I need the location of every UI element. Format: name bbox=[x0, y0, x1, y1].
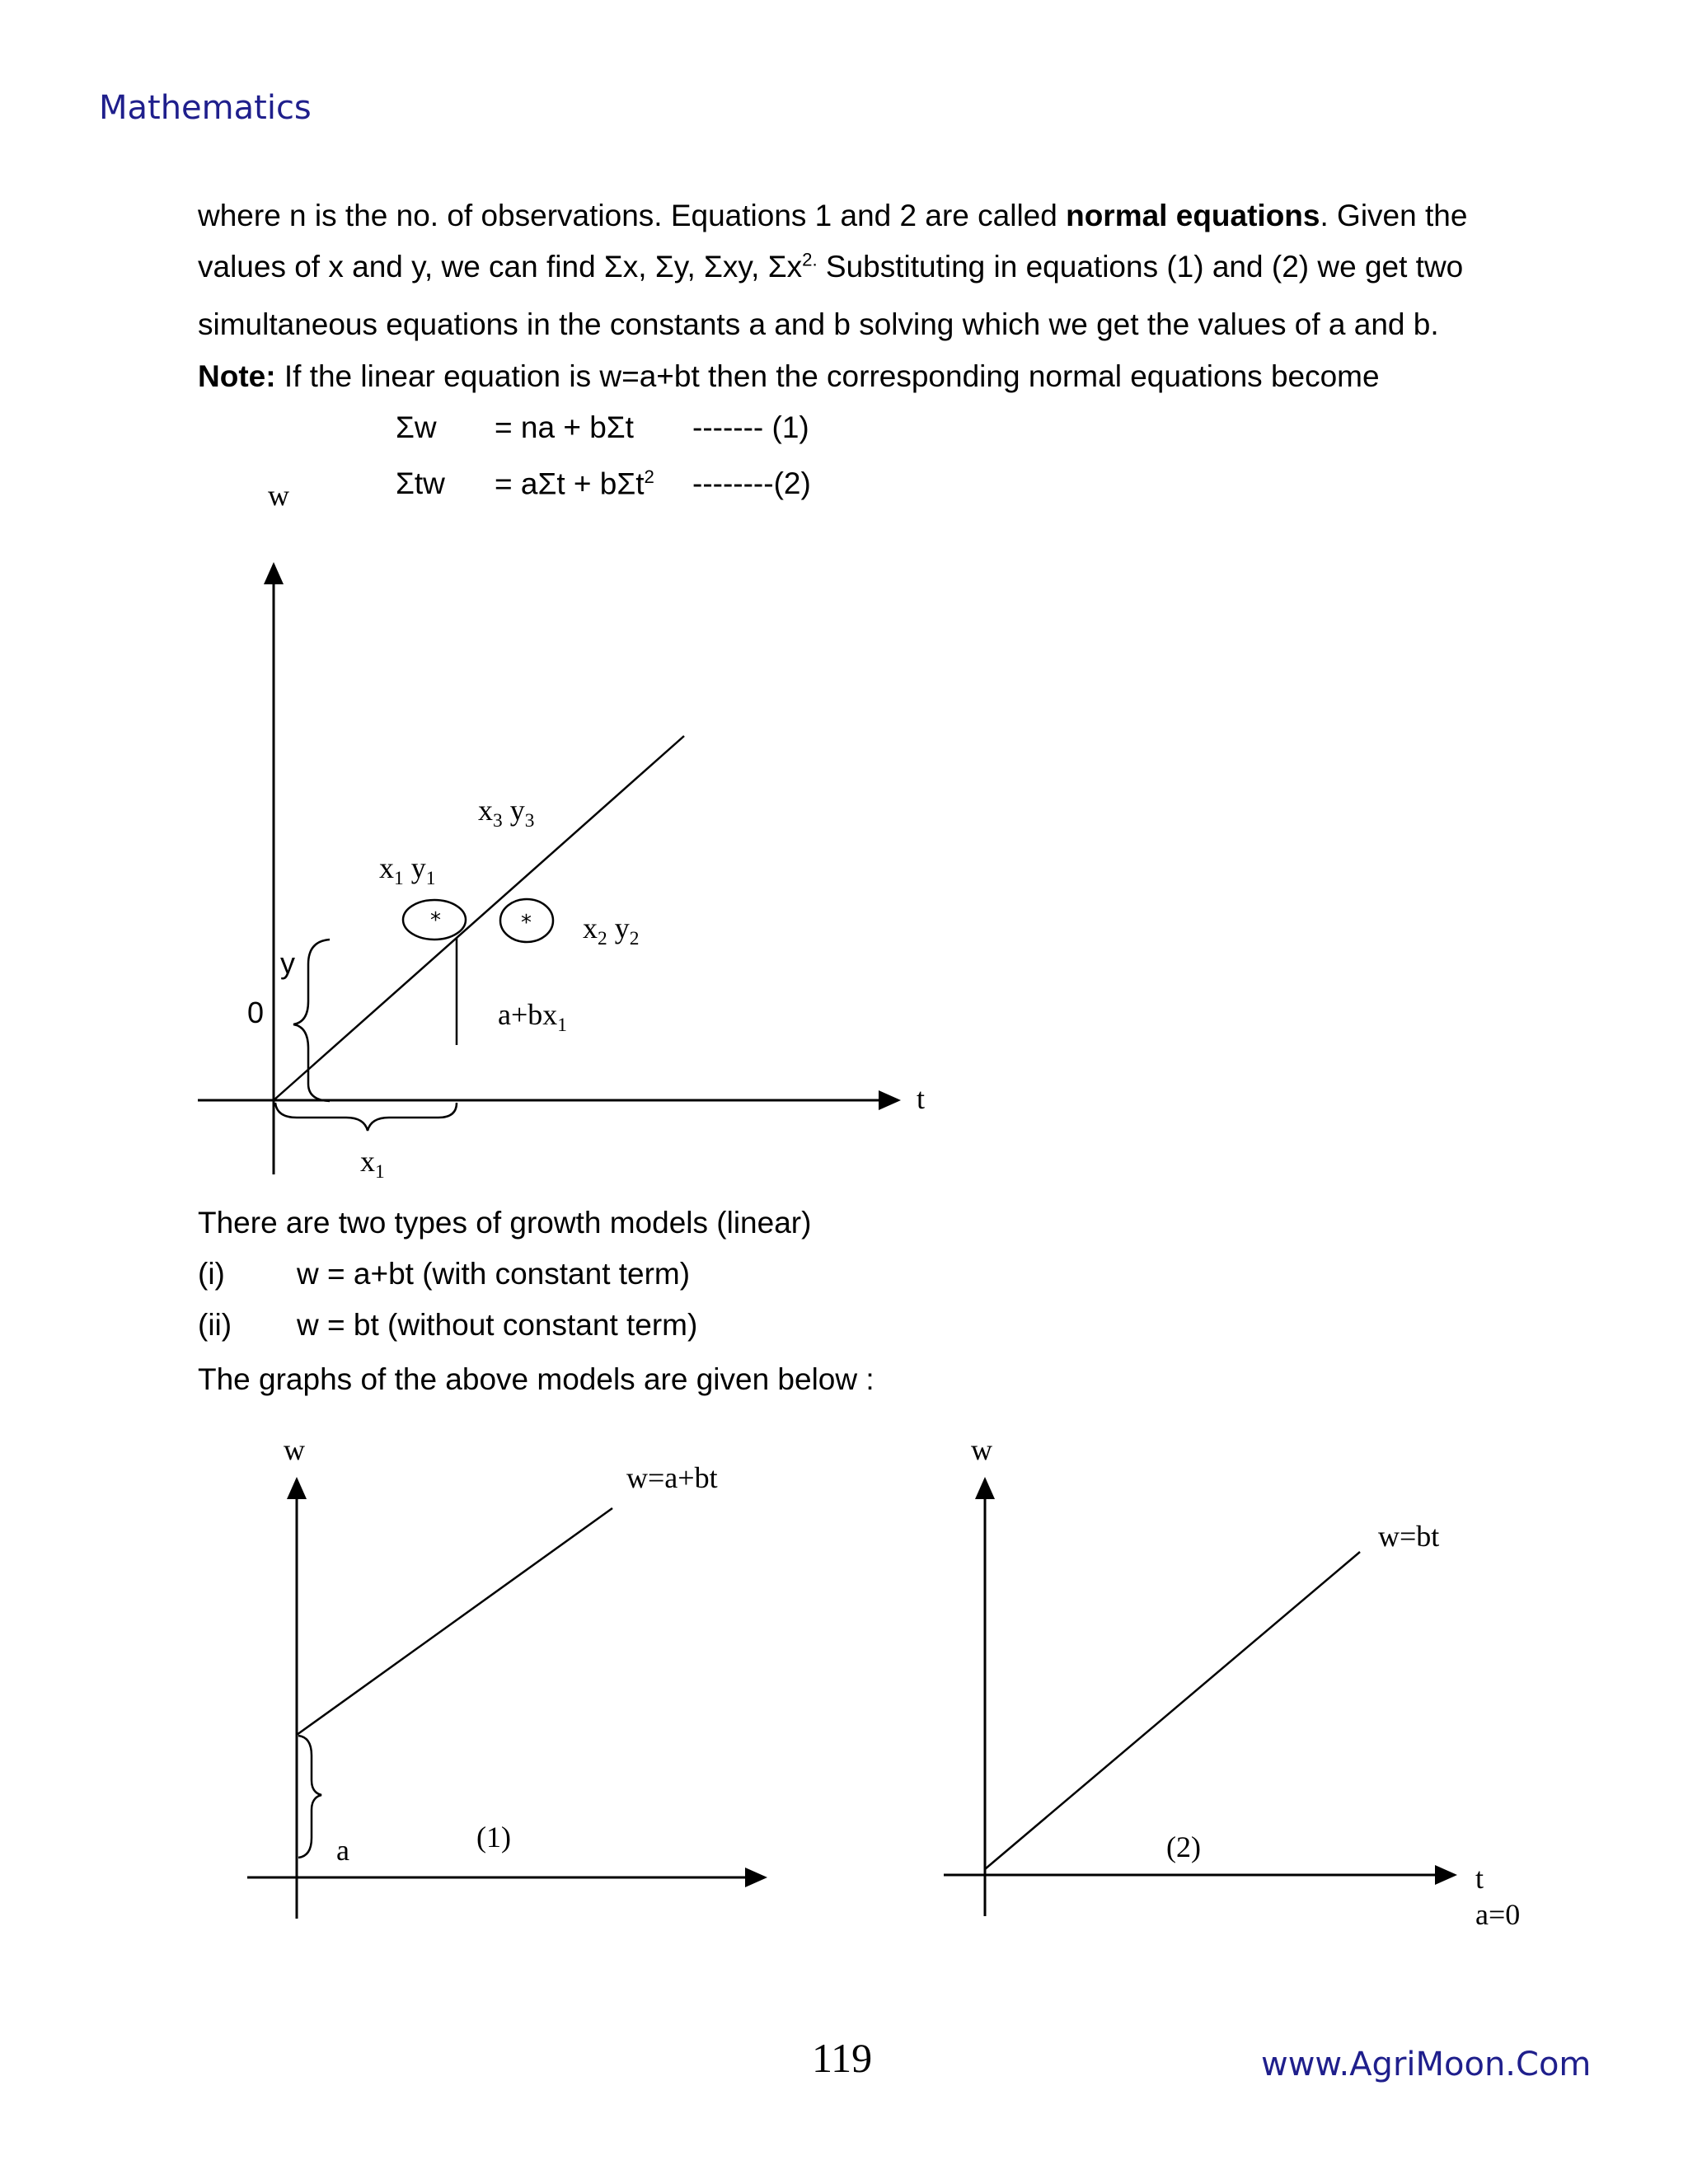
equation-2-rhs-text: = aΣt + bΣt bbox=[495, 466, 645, 501]
graph1-intercept-label: a bbox=[336, 1834, 349, 1867]
equation-1-ref: ------- (1) bbox=[692, 410, 809, 444]
p3-x: x bbox=[478, 794, 493, 827]
fig1-point-1-label bbox=[379, 851, 435, 890]
fitted-text: a+bx bbox=[498, 998, 558, 1031]
model-1-number: (i) bbox=[198, 1257, 225, 1291]
equation-2-superscript: 2 bbox=[644, 466, 654, 487]
graph2-y-label: w bbox=[971, 1433, 992, 1466]
p3-y: y bbox=[502, 794, 525, 827]
equation-1-rhs: = na + bΣt bbox=[495, 410, 634, 444]
p3-xs: 3 bbox=[493, 810, 503, 832]
fig1-x-brace-sub: 1 bbox=[375, 1161, 385, 1183]
graph1-caption: (1) bbox=[476, 1821, 511, 1854]
model-2-text: w = bt (without constant term) bbox=[297, 1308, 698, 1342]
p2-xs: 2 bbox=[598, 928, 607, 950]
intro-line-2-end: Substituting in equations (1) and (2) we get two bbox=[817, 250, 1464, 284]
intro-line-2-text: values of x and y, we can find Σx, Σy, Σxy, Σx bbox=[198, 250, 803, 284]
models-intro: There are two types of growth models (linear) bbox=[198, 1206, 812, 1240]
fig1-y-brace-label: y bbox=[280, 946, 295, 980]
fig1-point-1-marker: * bbox=[430, 908, 441, 933]
note-text: If the linear equation is w=a+bt then the corresponding normal equations become bbox=[275, 359, 1380, 393]
intro-line-2-superscript: 2. bbox=[802, 249, 818, 270]
fig1-point-2-label bbox=[583, 911, 639, 950]
page-header-title: Mathematics bbox=[99, 89, 312, 127]
p1-y: y bbox=[403, 851, 426, 884]
p1-ys: 1 bbox=[425, 868, 436, 890]
p1-x: x bbox=[379, 851, 394, 884]
model-2-number: (ii) bbox=[198, 1308, 232, 1342]
graph2-line-label: w=bt bbox=[1378, 1520, 1440, 1553]
fig1-x-axis-label: t bbox=[917, 1082, 926, 1115]
graph1-line bbox=[297, 1508, 612, 1735]
graph2-x-label: t bbox=[1475, 1862, 1484, 1895]
fitted-sub: 1 bbox=[557, 1015, 567, 1037]
fig1-x-brace bbox=[275, 1103, 457, 1131]
intro-line-3: simultaneous equations in the constants a and b solving which we get the values of a and b. bbox=[198, 307, 1439, 341]
fig1-y-axis-label: w bbox=[268, 479, 289, 512]
fig1-fitted-value-label bbox=[498, 997, 567, 1037]
graph1-line-label: w=a+bt bbox=[626, 1461, 718, 1494]
fig1-origin-label: 0 bbox=[247, 996, 265, 1029]
equation-2-ref: --------(2) bbox=[692, 466, 811, 500]
fig1-x-brace-label bbox=[360, 1144, 385, 1183]
p2-ys: 2 bbox=[629, 928, 640, 950]
graph2-line bbox=[985, 1552, 1360, 1869]
note-label: Note: bbox=[198, 359, 276, 393]
p3-ys: 3 bbox=[524, 810, 535, 832]
graph1-y-label: w bbox=[284, 1433, 305, 1466]
page-number: 119 bbox=[812, 2035, 873, 2081]
fig1-x-brace-var: x bbox=[360, 1145, 375, 1178]
normal-equations-term: normal equations bbox=[1066, 199, 1320, 232]
graph2-caption: (2) bbox=[1166, 1830, 1201, 1863]
p2-x: x bbox=[583, 912, 598, 944]
equation-2-lhs: Σtw bbox=[396, 466, 445, 500]
footer-website-link[interactable]: www.AgriMoon.Com bbox=[1261, 2046, 1592, 2083]
equation-1-lhs: Σw bbox=[396, 410, 437, 444]
intro-line-1-text: where n is the no. of observations. Equations 1 and 2 are called bbox=[198, 199, 1067, 232]
graphs-intro: The graphs of the above models are given below : bbox=[198, 1362, 874, 1396]
graph2-note: a=0 bbox=[1475, 1898, 1521, 1931]
p2-y: y bbox=[607, 912, 630, 944]
intro-line-1-end: . Given the bbox=[1320, 199, 1468, 232]
graph1-intercept-brace bbox=[298, 1736, 321, 1858]
p1-xs: 1 bbox=[394, 868, 404, 890]
fig1-point-2-marker: * bbox=[521, 911, 532, 935]
fig1-point-3-label bbox=[478, 793, 534, 832]
model-1-text: w = a+bt (with constant term) bbox=[297, 1257, 691, 1291]
